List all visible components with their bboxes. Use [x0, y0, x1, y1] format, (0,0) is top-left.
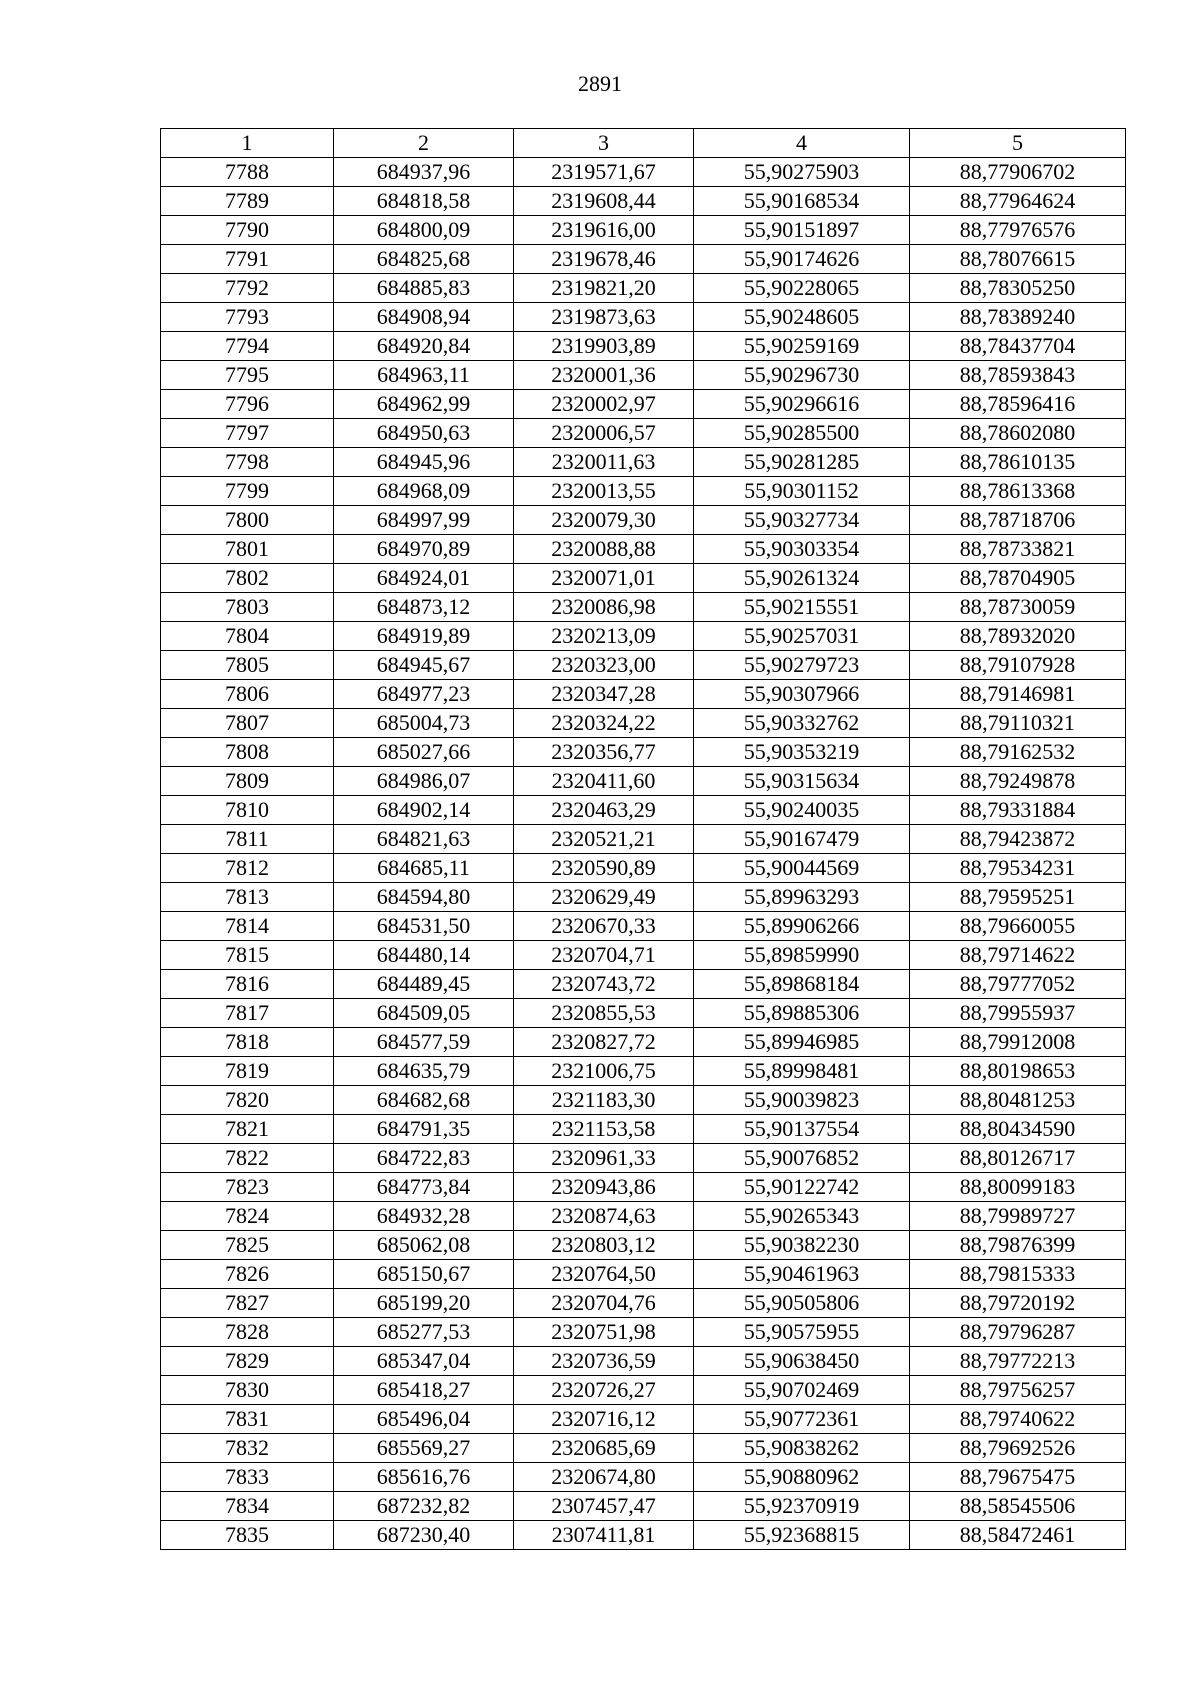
x-coordinate-cell: 684968,09	[334, 477, 514, 506]
x-coordinate-cell: 684818,58	[334, 187, 514, 216]
y-coordinate-cell: 2319616,00	[514, 216, 694, 245]
y-coordinate-cell: 2320670,33	[514, 912, 694, 941]
longitude-cell: 88,79692526	[910, 1434, 1126, 1463]
x-coordinate-cell: 684997,99	[334, 506, 514, 535]
table-row	[161, 1289, 1126, 1318]
point-number-cell: 7793	[161, 303, 334, 332]
latitude-cell: 55,89868184	[694, 970, 910, 999]
point-number-cell: 7816	[161, 970, 334, 999]
longitude-cell: 88,79912008	[910, 1028, 1126, 1057]
latitude-cell: 55,90215551	[694, 593, 910, 622]
table-row	[161, 883, 1126, 912]
longitude-cell: 88,77906702	[910, 158, 1126, 187]
longitude-cell: 88,78613368	[910, 477, 1126, 506]
longitude-cell: 88,77976576	[910, 216, 1126, 245]
point-number-cell: 7815	[161, 941, 334, 970]
y-coordinate-cell: 2320751,98	[514, 1318, 694, 1347]
table-row	[161, 680, 1126, 709]
x-coordinate-cell: 685027,66	[334, 738, 514, 767]
x-coordinate-cell: 684800,09	[334, 216, 514, 245]
point-number-cell: 7791	[161, 245, 334, 274]
latitude-cell: 55,90505806	[694, 1289, 910, 1318]
table-row	[161, 796, 1126, 825]
longitude-cell: 88,78733821	[910, 535, 1126, 564]
y-coordinate-cell: 2320629,49	[514, 883, 694, 912]
latitude-cell: 55,90307966	[694, 680, 910, 709]
table-row	[161, 564, 1126, 593]
point-number-cell: 7809	[161, 767, 334, 796]
latitude-cell: 55,90638450	[694, 1347, 910, 1376]
y-coordinate-cell: 2320704,71	[514, 941, 694, 970]
table-row	[161, 332, 1126, 361]
point-number-cell: 7820	[161, 1086, 334, 1115]
point-number-cell: 7796	[161, 390, 334, 419]
point-number-cell: 7819	[161, 1057, 334, 1086]
latitude-cell: 55,90248605	[694, 303, 910, 332]
x-coordinate-cell: 684970,89	[334, 535, 514, 564]
point-number-cell: 7810	[161, 796, 334, 825]
y-coordinate-cell: 2320002,97	[514, 390, 694, 419]
latitude-cell: 55,90332762	[694, 709, 910, 738]
longitude-cell: 88,79720192	[910, 1289, 1126, 1318]
table-row	[161, 448, 1126, 477]
y-coordinate-cell: 2320411,60	[514, 767, 694, 796]
longitude-cell: 88,79772213	[910, 1347, 1126, 1376]
x-coordinate-cell: 684509,05	[334, 999, 514, 1028]
longitude-cell: 88,78437704	[910, 332, 1126, 361]
y-coordinate-cell: 2320356,77	[514, 738, 694, 767]
point-number-cell: 7804	[161, 622, 334, 651]
table-row	[161, 593, 1126, 622]
table-row	[161, 738, 1126, 767]
y-coordinate-cell: 2320463,29	[514, 796, 694, 825]
point-number-cell: 7835	[161, 1521, 334, 1550]
latitude-cell: 55,90122742	[694, 1173, 910, 1202]
y-coordinate-cell: 2320011,63	[514, 448, 694, 477]
longitude-cell: 88,79714622	[910, 941, 1126, 970]
x-coordinate-cell: 685496,04	[334, 1405, 514, 1434]
point-number-cell: 7808	[161, 738, 334, 767]
y-coordinate-cell: 2319678,46	[514, 245, 694, 274]
x-coordinate-cell: 685418,27	[334, 1376, 514, 1405]
latitude-cell: 55,90285500	[694, 419, 910, 448]
y-coordinate-cell: 2320855,53	[514, 999, 694, 1028]
table-row	[161, 187, 1126, 216]
longitude-cell: 88,79423872	[910, 825, 1126, 854]
point-number-cell: 7797	[161, 419, 334, 448]
column-header-2: 2	[334, 129, 514, 158]
point-number-cell: 7829	[161, 1347, 334, 1376]
latitude-cell: 55,89946985	[694, 1028, 910, 1057]
point-number-cell: 7788	[161, 158, 334, 187]
x-coordinate-cell: 684489,45	[334, 970, 514, 999]
table-row	[161, 303, 1126, 332]
column-header-1: 1	[161, 129, 334, 158]
longitude-cell: 88,79249878	[910, 767, 1126, 796]
table-row	[161, 1057, 1126, 1086]
y-coordinate-cell: 2320347,28	[514, 680, 694, 709]
table-row	[161, 1028, 1126, 1057]
x-coordinate-cell: 684924,01	[334, 564, 514, 593]
latitude-cell: 55,90137554	[694, 1115, 910, 1144]
y-coordinate-cell: 2320726,27	[514, 1376, 694, 1405]
table-row	[161, 1492, 1126, 1521]
y-coordinate-cell: 2320803,12	[514, 1231, 694, 1260]
table-row	[161, 912, 1126, 941]
x-coordinate-cell: 684945,67	[334, 651, 514, 680]
table-row	[161, 158, 1126, 187]
table-row	[161, 970, 1126, 999]
table-row	[161, 1231, 1126, 1260]
table-row	[161, 1434, 1126, 1463]
column-header-5: 5	[910, 129, 1126, 158]
table-row	[161, 1463, 1126, 1492]
latitude-cell: 55,90039823	[694, 1086, 910, 1115]
latitude-cell: 55,89885306	[694, 999, 910, 1028]
point-number-cell: 7814	[161, 912, 334, 941]
longitude-cell: 88,80099183	[910, 1173, 1126, 1202]
longitude-cell: 88,79331884	[910, 796, 1126, 825]
longitude-cell: 88,79675475	[910, 1463, 1126, 1492]
y-coordinate-cell: 2319873,63	[514, 303, 694, 332]
table-row	[161, 1376, 1126, 1405]
longitude-cell: 88,79660055	[910, 912, 1126, 941]
point-number-cell: 7827	[161, 1289, 334, 1318]
table-header	[161, 129, 1126, 158]
latitude-cell: 55,90259169	[694, 332, 910, 361]
x-coordinate-cell: 684722,83	[334, 1144, 514, 1173]
longitude-cell: 88,80126717	[910, 1144, 1126, 1173]
longitude-cell: 88,78602080	[910, 419, 1126, 448]
x-coordinate-cell: 685150,67	[334, 1260, 514, 1289]
latitude-cell: 55,90228065	[694, 274, 910, 303]
x-coordinate-cell: 684937,96	[334, 158, 514, 187]
column-header-4: 4	[694, 129, 910, 158]
table-row	[161, 390, 1126, 419]
longitude-cell: 88,80481253	[910, 1086, 1126, 1115]
point-number-cell: 7812	[161, 854, 334, 883]
longitude-cell: 88,77964624	[910, 187, 1126, 216]
longitude-cell: 88,78389240	[910, 303, 1126, 332]
x-coordinate-cell: 684977,23	[334, 680, 514, 709]
point-number-cell: 7825	[161, 1231, 334, 1260]
point-number-cell: 7811	[161, 825, 334, 854]
latitude-cell: 55,89963293	[694, 883, 910, 912]
point-number-cell: 7795	[161, 361, 334, 390]
y-coordinate-cell: 2320704,76	[514, 1289, 694, 1318]
table-row	[161, 622, 1126, 651]
longitude-cell: 88,79989727	[910, 1202, 1126, 1231]
table-row	[161, 477, 1126, 506]
latitude-cell: 55,90772361	[694, 1405, 910, 1434]
latitude-cell: 55,90575955	[694, 1318, 910, 1347]
point-number-cell: 7806	[161, 680, 334, 709]
y-coordinate-cell: 2307411,81	[514, 1521, 694, 1550]
longitude-cell: 88,78076615	[910, 245, 1126, 274]
table-row	[161, 767, 1126, 796]
longitude-cell: 88,79815333	[910, 1260, 1126, 1289]
x-coordinate-cell: 684986,07	[334, 767, 514, 796]
latitude-cell: 55,90281285	[694, 448, 910, 477]
longitude-cell: 88,79534231	[910, 854, 1126, 883]
latitude-cell: 55,90838262	[694, 1434, 910, 1463]
latitude-cell: 55,90461963	[694, 1260, 910, 1289]
latitude-cell: 55,89998481	[694, 1057, 910, 1086]
table-row	[161, 999, 1126, 1028]
x-coordinate-cell: 684908,94	[334, 303, 514, 332]
latitude-cell: 55,90296730	[694, 361, 910, 390]
table-row	[161, 535, 1126, 564]
y-coordinate-cell: 2320874,63	[514, 1202, 694, 1231]
x-coordinate-cell: 684825,68	[334, 245, 514, 274]
x-coordinate-cell: 687230,40	[334, 1521, 514, 1550]
x-coordinate-cell: 684773,84	[334, 1173, 514, 1202]
x-coordinate-cell: 684950,63	[334, 419, 514, 448]
longitude-cell: 88,79740622	[910, 1405, 1126, 1434]
latitude-cell: 55,90303354	[694, 535, 910, 564]
y-coordinate-cell: 2320213,09	[514, 622, 694, 651]
y-coordinate-cell: 2319608,44	[514, 187, 694, 216]
x-coordinate-cell: 684963,11	[334, 361, 514, 390]
y-coordinate-cell: 2319903,89	[514, 332, 694, 361]
x-coordinate-cell: 684480,14	[334, 941, 514, 970]
longitude-cell: 88,78932020	[910, 622, 1126, 651]
table-row	[161, 854, 1126, 883]
y-coordinate-cell: 2321006,75	[514, 1057, 694, 1086]
y-coordinate-cell: 2320743,72	[514, 970, 694, 999]
coordinates-table	[160, 128, 1126, 1550]
y-coordinate-cell: 2320521,21	[514, 825, 694, 854]
longitude-cell: 88,78305250	[910, 274, 1126, 303]
longitude-cell: 88,58472461	[910, 1521, 1126, 1550]
x-coordinate-cell: 684945,96	[334, 448, 514, 477]
y-coordinate-cell: 2320013,55	[514, 477, 694, 506]
y-coordinate-cell: 2320079,30	[514, 506, 694, 535]
latitude-cell: 55,90174626	[694, 245, 910, 274]
y-coordinate-cell: 2320590,89	[514, 854, 694, 883]
table-row	[161, 361, 1126, 390]
longitude-cell: 88,79876399	[910, 1231, 1126, 1260]
latitude-cell: 55,90382230	[694, 1231, 910, 1260]
y-coordinate-cell: 2320006,57	[514, 419, 694, 448]
x-coordinate-cell: 684685,11	[334, 854, 514, 883]
latitude-cell: 55,90257031	[694, 622, 910, 651]
longitude-cell: 88,79756257	[910, 1376, 1126, 1405]
latitude-cell: 55,90044569	[694, 854, 910, 883]
table-row	[161, 419, 1126, 448]
y-coordinate-cell: 2320001,36	[514, 361, 694, 390]
y-coordinate-cell: 2321153,58	[514, 1115, 694, 1144]
y-coordinate-cell: 2320764,50	[514, 1260, 694, 1289]
x-coordinate-cell: 685347,04	[334, 1347, 514, 1376]
table-row	[161, 1202, 1126, 1231]
longitude-cell: 88,79595251	[910, 883, 1126, 912]
latitude-cell: 55,90353219	[694, 738, 910, 767]
point-number-cell: 7789	[161, 187, 334, 216]
latitude-cell: 55,90301152	[694, 477, 910, 506]
latitude-cell: 55,90076852	[694, 1144, 910, 1173]
x-coordinate-cell: 685004,73	[334, 709, 514, 738]
table-row	[161, 1347, 1126, 1376]
table-row	[161, 1521, 1126, 1550]
x-coordinate-cell: 685199,20	[334, 1289, 514, 1318]
longitude-cell: 88,78593843	[910, 361, 1126, 390]
x-coordinate-cell: 685569,27	[334, 1434, 514, 1463]
longitude-cell: 88,79146981	[910, 680, 1126, 709]
longitude-cell: 88,79110321	[910, 709, 1126, 738]
point-number-cell: 7798	[161, 448, 334, 477]
x-coordinate-cell: 684919,89	[334, 622, 514, 651]
x-coordinate-cell: 684885,83	[334, 274, 514, 303]
longitude-cell: 88,80198653	[910, 1057, 1126, 1086]
point-number-cell: 7792	[161, 274, 334, 303]
longitude-cell: 88,78718706	[910, 506, 1126, 535]
latitude-cell: 55,90240035	[694, 796, 910, 825]
table-row	[161, 709, 1126, 738]
x-coordinate-cell: 684932,28	[334, 1202, 514, 1231]
table-row	[161, 1260, 1126, 1289]
point-number-cell: 7790	[161, 216, 334, 245]
table-row	[161, 245, 1126, 274]
longitude-cell: 88,78730059	[910, 593, 1126, 622]
y-coordinate-cell: 2319571,67	[514, 158, 694, 187]
point-number-cell: 7807	[161, 709, 334, 738]
x-coordinate-cell: 684594,80	[334, 883, 514, 912]
latitude-cell: 55,90702469	[694, 1376, 910, 1405]
longitude-cell: 88,79796287	[910, 1318, 1126, 1347]
point-number-cell: 7805	[161, 651, 334, 680]
longitude-cell: 88,79777052	[910, 970, 1126, 999]
longitude-cell: 88,80434590	[910, 1115, 1126, 1144]
table-row	[161, 1115, 1126, 1144]
y-coordinate-cell: 2320716,12	[514, 1405, 694, 1434]
longitude-cell: 88,79955937	[910, 999, 1126, 1028]
latitude-cell: 55,90279723	[694, 651, 910, 680]
page-number: 2891	[578, 71, 622, 96]
longitude-cell: 88,79162532	[910, 738, 1126, 767]
latitude-cell: 55,90168534	[694, 187, 910, 216]
y-coordinate-cell: 2320943,86	[514, 1173, 694, 1202]
point-number-cell: 7834	[161, 1492, 334, 1521]
y-coordinate-cell: 2320071,01	[514, 564, 694, 593]
longitude-cell: 88,79107928	[910, 651, 1126, 680]
point-number-cell: 7818	[161, 1028, 334, 1057]
latitude-cell: 55,92368815	[694, 1521, 910, 1550]
y-coordinate-cell: 2320088,88	[514, 535, 694, 564]
x-coordinate-cell: 684821,63	[334, 825, 514, 854]
point-number-cell: 7813	[161, 883, 334, 912]
latitude-cell: 55,90167479	[694, 825, 910, 854]
point-number-cell: 7803	[161, 593, 334, 622]
latitude-cell: 55,90296616	[694, 390, 910, 419]
x-coordinate-cell: 684962,99	[334, 390, 514, 419]
point-number-cell: 7821	[161, 1115, 334, 1144]
table-row	[161, 825, 1126, 854]
x-coordinate-cell: 684920,84	[334, 332, 514, 361]
latitude-cell: 55,92370919	[694, 1492, 910, 1521]
point-number-cell: 7824	[161, 1202, 334, 1231]
table-row	[161, 941, 1126, 970]
latitude-cell: 55,90265343	[694, 1202, 910, 1231]
point-number-cell: 7832	[161, 1434, 334, 1463]
x-coordinate-cell: 684682,68	[334, 1086, 514, 1115]
y-coordinate-cell: 2307457,47	[514, 1492, 694, 1521]
point-number-cell: 7794	[161, 332, 334, 361]
y-coordinate-cell: 2320323,00	[514, 651, 694, 680]
table-row	[161, 274, 1126, 303]
x-coordinate-cell: 684791,35	[334, 1115, 514, 1144]
y-coordinate-cell: 2320086,98	[514, 593, 694, 622]
x-coordinate-cell: 684902,14	[334, 796, 514, 825]
longitude-cell: 88,58545506	[910, 1492, 1126, 1521]
x-coordinate-cell: 685062,08	[334, 1231, 514, 1260]
table-body	[161, 158, 1126, 1550]
point-number-cell: 7823	[161, 1173, 334, 1202]
point-number-cell: 7830	[161, 1376, 334, 1405]
x-coordinate-cell: 685616,76	[334, 1463, 514, 1492]
y-coordinate-cell: 2320685,69	[514, 1434, 694, 1463]
latitude-cell: 55,90880962	[694, 1463, 910, 1492]
latitude-cell: 55,90151897	[694, 216, 910, 245]
table-row	[161, 1173, 1126, 1202]
x-coordinate-cell: 684577,59	[334, 1028, 514, 1057]
point-number-cell: 7833	[161, 1463, 334, 1492]
table-row	[161, 651, 1126, 680]
longitude-cell: 88,78610135	[910, 448, 1126, 477]
point-number-cell: 7826	[161, 1260, 334, 1289]
table-row	[161, 1086, 1126, 1115]
latitude-cell: 55,90327734	[694, 506, 910, 535]
longitude-cell: 88,78704905	[910, 564, 1126, 593]
latitude-cell: 55,90315634	[694, 767, 910, 796]
y-coordinate-cell: 2319821,20	[514, 274, 694, 303]
point-number-cell: 7799	[161, 477, 334, 506]
point-number-cell: 7831	[161, 1405, 334, 1434]
latitude-cell: 55,89906266	[694, 912, 910, 941]
x-coordinate-cell: 684873,12	[334, 593, 514, 622]
x-coordinate-cell: 687232,82	[334, 1492, 514, 1521]
x-coordinate-cell: 684635,79	[334, 1057, 514, 1086]
latitude-cell: 55,89859990	[694, 941, 910, 970]
x-coordinate-cell: 685277,53	[334, 1318, 514, 1347]
point-number-cell: 7817	[161, 999, 334, 1028]
latitude-cell: 55,90275903	[694, 158, 910, 187]
column-header-3: 3	[514, 129, 694, 158]
header-row	[161, 129, 1126, 158]
y-coordinate-cell: 2320827,72	[514, 1028, 694, 1057]
y-coordinate-cell: 2320736,59	[514, 1347, 694, 1376]
latitude-cell: 55,90261324	[694, 564, 910, 593]
table-row	[161, 1318, 1126, 1347]
point-number-cell: 7822	[161, 1144, 334, 1173]
y-coordinate-cell: 2321183,30	[514, 1086, 694, 1115]
table-row	[161, 506, 1126, 535]
table-row	[161, 1405, 1126, 1434]
point-number-cell: 7828	[161, 1318, 334, 1347]
table-row	[161, 216, 1126, 245]
point-number-cell: 7802	[161, 564, 334, 593]
y-coordinate-cell: 2320674,80	[514, 1463, 694, 1492]
y-coordinate-cell: 2320324,22	[514, 709, 694, 738]
y-coordinate-cell: 2320961,33	[514, 1144, 694, 1173]
longitude-cell: 88,78596416	[910, 390, 1126, 419]
table-row	[161, 1144, 1126, 1173]
point-number-cell: 7800	[161, 506, 334, 535]
point-number-cell: 7801	[161, 535, 334, 564]
x-coordinate-cell: 684531,50	[334, 912, 514, 941]
